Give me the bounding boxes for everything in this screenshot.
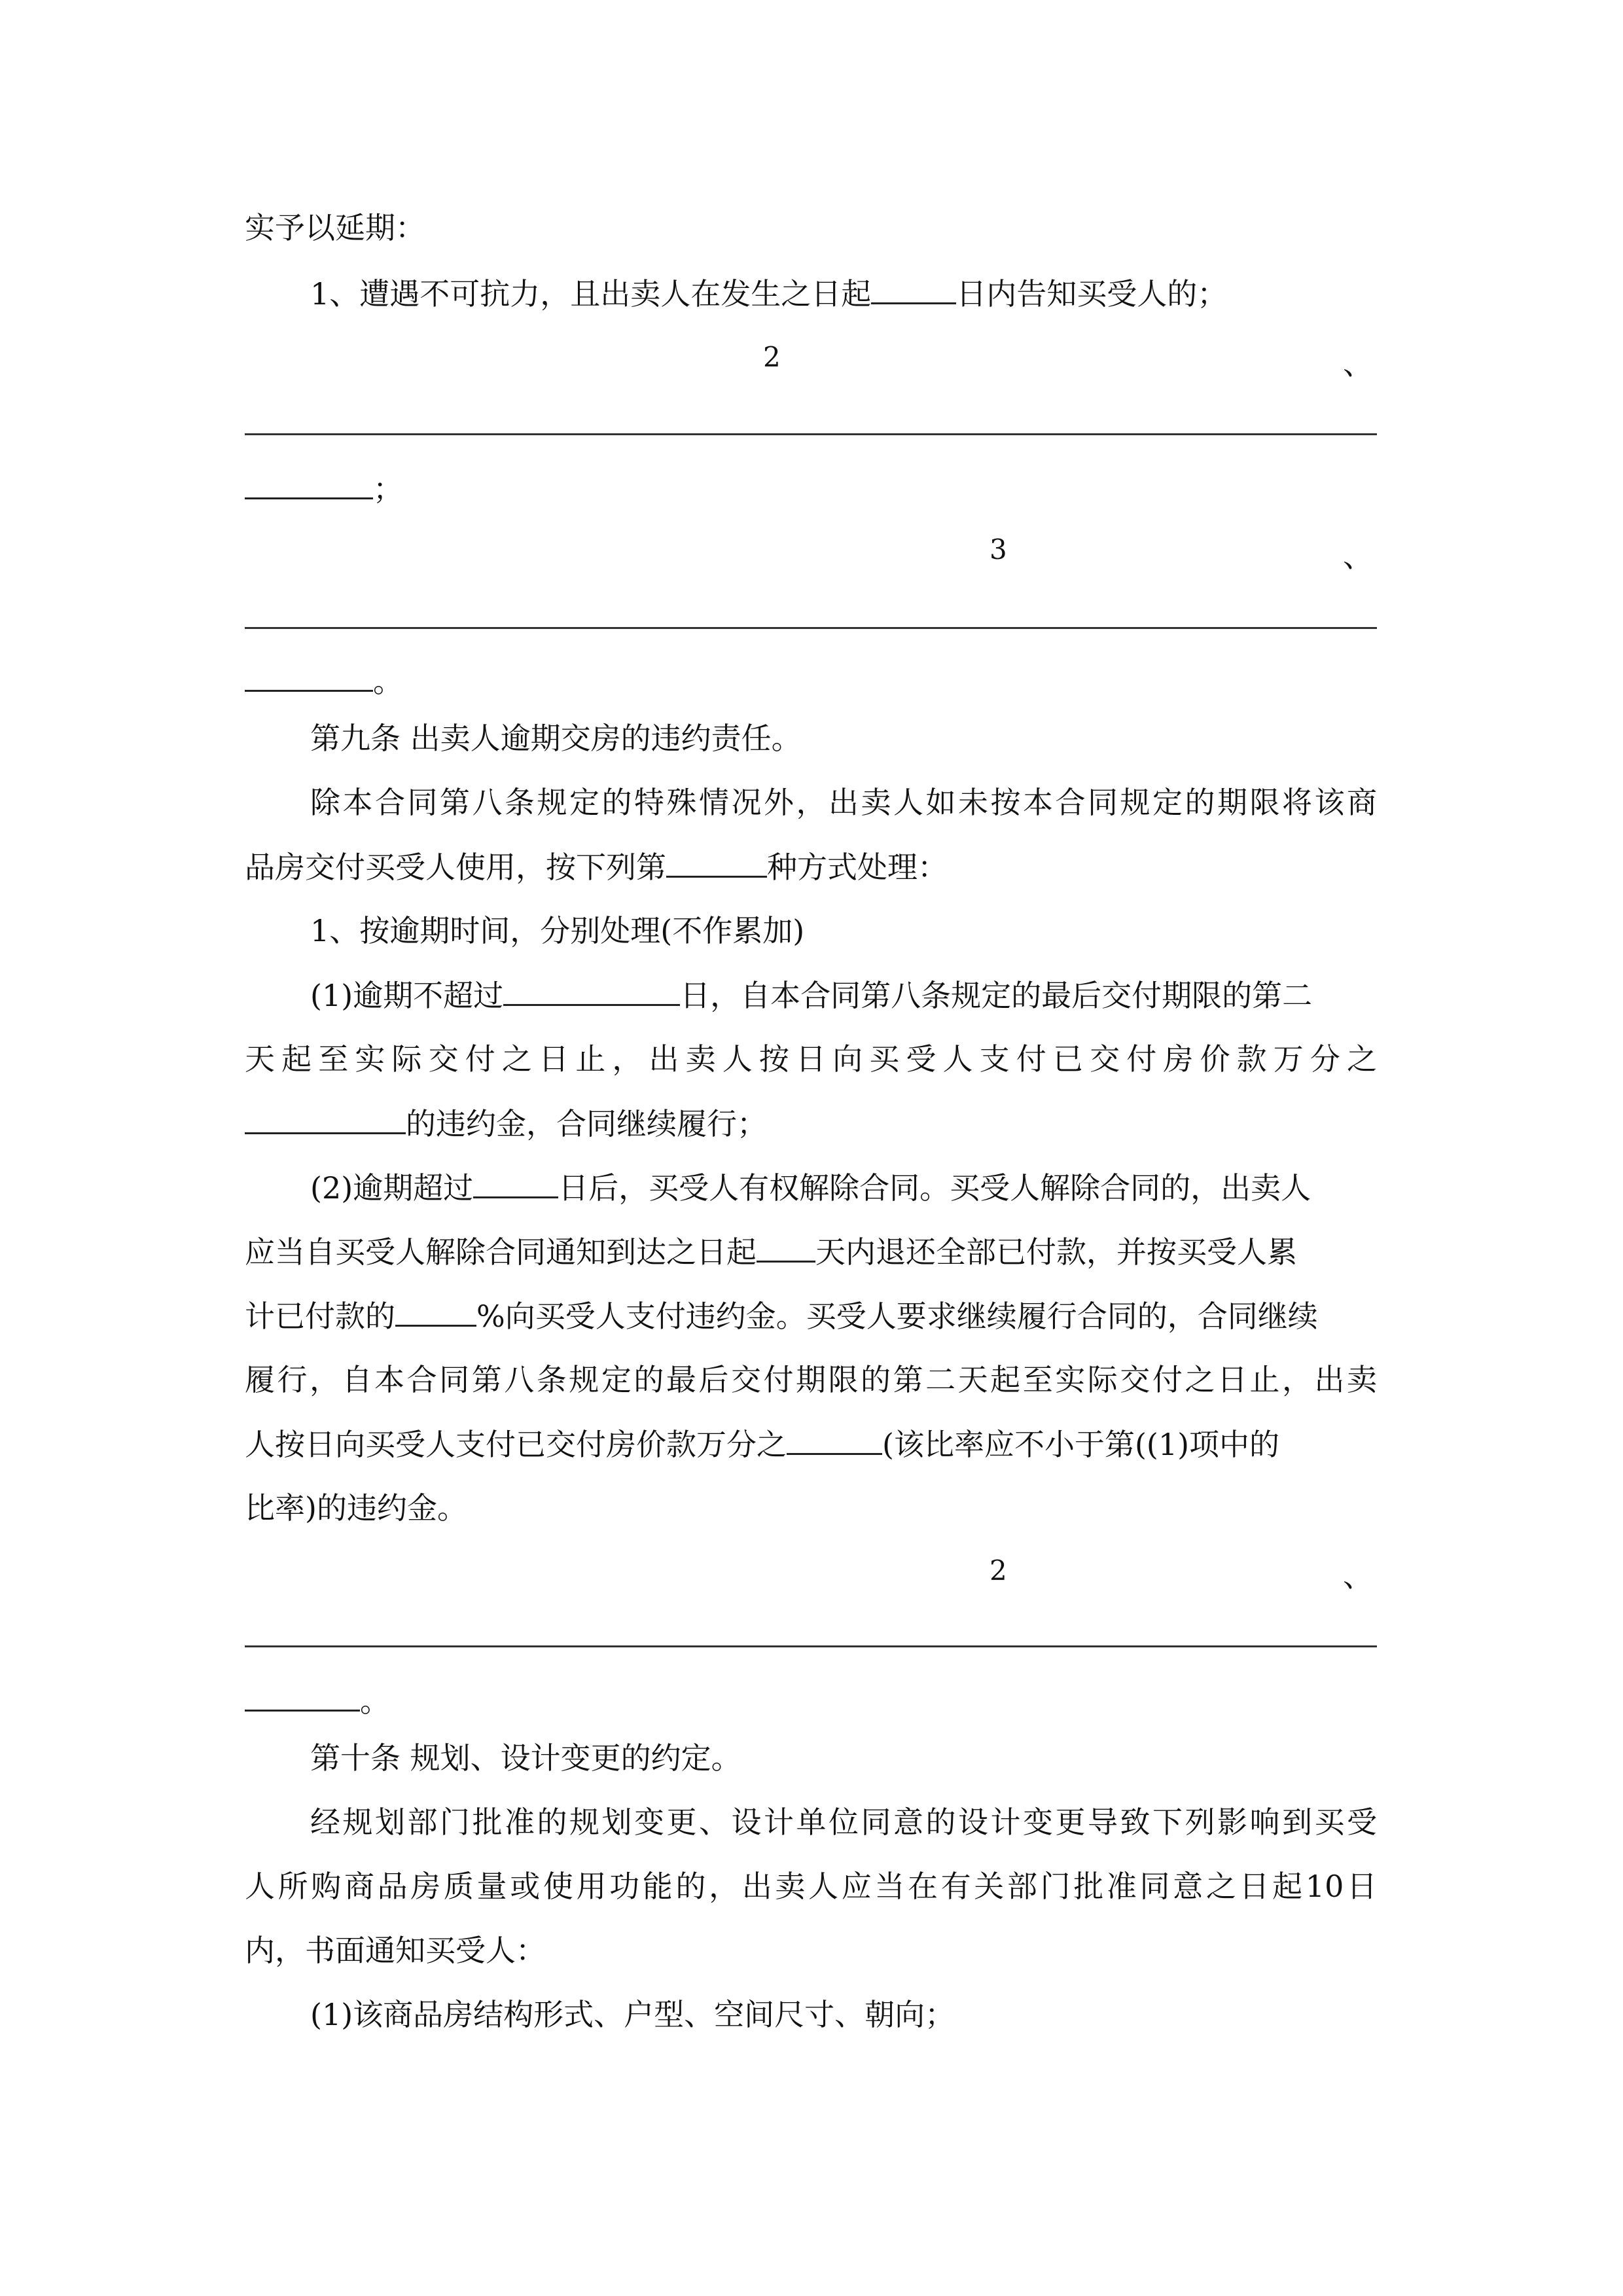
text-line	[245, 208, 1377, 247]
text-span: 日后，买受人有权解除合同。买受人解除合同的，出卖人	[558, 1170, 1311, 1206]
text-span: 第九条 出卖人逾期交房的违约责任。	[310, 721, 802, 756]
text-span: (2)逾期超过	[310, 1170, 474, 1206]
text-span: 种方式处理：	[767, 850, 948, 885]
text-span: 比率)的违约金。	[245, 1490, 467, 1526]
text-line	[245, 1488, 1377, 1528]
fill-blank	[245, 1103, 406, 1134]
text-line	[310, 911, 1377, 950]
text-line	[245, 1296, 1377, 1336]
text-line	[310, 783, 1377, 822]
text-line	[245, 1424, 1377, 1464]
text-span: 的违约金，合同继续履行；	[406, 1106, 767, 1141]
text-line	[245, 1931, 1377, 1970]
fill-blank	[245, 661, 373, 692]
text-span: 人按日向买受人支付已交付房价款万分之	[245, 1427, 787, 1462]
enumeration-mark: 、	[1343, 1558, 1373, 1594]
fill-blank	[245, 1681, 360, 1712]
fill-blank	[473, 1168, 558, 1198]
text-span: 。	[360, 1683, 390, 1719]
text-span: 。	[373, 664, 403, 699]
text-span: 日，自本合同第八条规定的最后交付期限的第二	[680, 978, 1313, 1013]
text-span: %向买受人支付违约金。买受人要求继续履行合同的，合同继续	[476, 1299, 1318, 1334]
text-line	[245, 661, 403, 701]
text-line	[310, 1168, 1377, 1208]
fill-blank	[757, 1232, 815, 1263]
text-line	[245, 847, 1377, 887]
fill-blank	[395, 1296, 476, 1327]
item-number: 3	[990, 533, 1007, 565]
article-heading	[310, 719, 1377, 758]
text-line	[310, 1995, 1377, 2034]
text-span: 内，书面通知买受人：	[245, 1933, 546, 1968]
text-line	[310, 975, 1377, 1015]
text-span: (1)逾期不超过	[310, 978, 504, 1013]
text-span: 品房交付买受人使用，按下列第	[245, 850, 666, 885]
fill-rule	[245, 433, 1377, 435]
fill-rule	[245, 1645, 1377, 1647]
fill-rule	[245, 627, 1377, 629]
text-span: 实予以延期：	[245, 210, 425, 245]
text-line	[245, 1103, 1377, 1143]
article-heading	[310, 1738, 1377, 1778]
text-line	[245, 469, 403, 509]
fill-blank	[787, 1424, 882, 1455]
fill-blank	[666, 847, 767, 878]
text-line	[310, 274, 1377, 314]
text-span: 1、按逾期时间，分别处理(不作累加)	[310, 913, 805, 948]
enumeration-mark: 、	[1343, 539, 1373, 574]
item-number: 2	[990, 1554, 1007, 1587]
enumeration-mark: 、	[1343, 346, 1373, 382]
text-span: 1、遭遇不可抗力，且出卖人在发生之日起	[310, 276, 872, 312]
text-span: (1)该商品房结构形式、户型、空间尺寸、朝向；	[310, 1997, 955, 2032]
text-span: 应当自买受人解除合同通知到达之日起	[245, 1234, 757, 1270]
text-span: 计已付款的	[245, 1299, 395, 1334]
item-number: 2	[763, 341, 781, 373]
text-span: 天内退还全部已付款，并按买受人累	[815, 1234, 1297, 1270]
text-span: 除本合同第八条规定的特殊情况外，出卖人如未按本合同规定的期限将该商	[310, 785, 1377, 820]
text-span: 第十条 规划、设计变更的约定。	[310, 1740, 741, 1776]
text-line	[245, 1232, 1377, 1272]
text-span: 经规划部门批准的规划变更、设计单位同意的设计变更导致下列影响到买受	[310, 1804, 1377, 1840]
text-span: 日内告知买受人的；	[956, 276, 1228, 312]
text-line	[245, 1039, 1377, 1079]
text-line	[245, 1867, 1377, 1906]
text-span: 天起至实际交付之日止，出卖人按日向买受人支付已交付房价款万分之	[245, 1041, 1377, 1077]
fill-blank	[503, 975, 680, 1006]
text-line	[310, 1803, 1377, 1842]
text-span: ；	[373, 471, 403, 507]
text-line	[245, 1681, 390, 1721]
fill-blank	[871, 274, 956, 304]
text-line	[245, 1360, 1377, 1399]
text-span: (该比率应不小于第((1)项中的	[882, 1427, 1280, 1462]
fill-blank	[245, 469, 373, 499]
text-span: 人所购商品房质量或使用功能的，出卖人应当在有关部门批准同意之日起10日	[245, 1869, 1377, 1904]
text-span: 履行，自本合同第八条规定的最后交付期限的第二天起至实际交付之日止，出卖	[245, 1362, 1377, 1397]
